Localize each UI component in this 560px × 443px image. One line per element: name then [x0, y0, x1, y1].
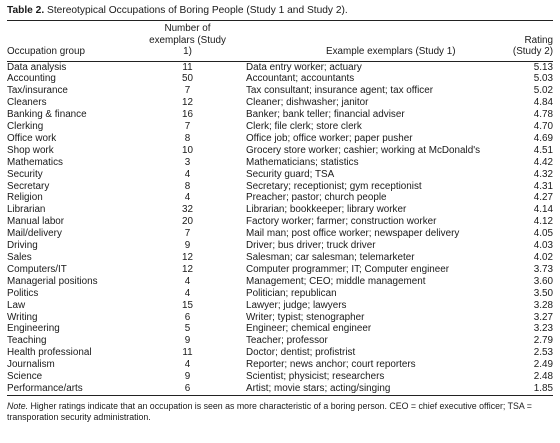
cell-example-exemplars: Data entry worker; actuary [246, 61, 362, 73]
cell-example-exemplars: Office job; office worker; paper pusher [246, 132, 413, 144]
cell-example-exemplars: Tax consultant; insurance agent; tax officer [246, 85, 434, 97]
cell-spacer [231, 383, 246, 395]
cell-spacer [231, 228, 246, 240]
cell-example-exemplars: Mathematicians; statistics [246, 156, 359, 168]
column-header-group: Occupation group [7, 21, 144, 61]
cell-rating: 4.03 [533, 240, 553, 252]
cell-spacer [231, 335, 246, 347]
cell-rating: 2.49 [533, 359, 553, 371]
cell-occupation-group: Journalism [7, 359, 55, 371]
cell-example-exemplars: Librarian; bookkeeper; library worker [246, 204, 407, 216]
cell-number-exemplars: 32 [182, 204, 193, 216]
table-caption [7, 4, 553, 17]
cell-occupation-group: Science [7, 371, 43, 383]
cell-number-exemplars: 6 [184, 311, 191, 323]
cell-rating: 4.05 [533, 228, 553, 240]
cell-example-exemplars: Politician; republican [246, 287, 337, 299]
table-row [7, 145, 553, 157]
table-row [7, 264, 553, 276]
table-row [7, 216, 553, 228]
cell-rating: 4.14 [533, 204, 553, 216]
cell-example-exemplars: Cleaner; dishwasher; janitor [246, 97, 369, 109]
cell-occupation-group: Driving [7, 240, 38, 252]
table-row [7, 181, 553, 193]
table-row [7, 240, 553, 252]
cell-spacer [231, 323, 246, 335]
cell-spacer [231, 157, 246, 169]
cell-number-exemplars: 16 [182, 109, 193, 121]
cell-example-exemplars: Doctor; dentist; profistrist [246, 347, 356, 359]
note-label: Note. [7, 400, 29, 411]
cell-occupation-group: Office work [7, 132, 57, 144]
table-body [7, 61, 553, 395]
cell-rating: 4.42 [533, 156, 553, 168]
cell-spacer [231, 133, 246, 145]
cell-example-exemplars: Lawyer; judge; lawyers [246, 299, 347, 311]
table-note [7, 401, 553, 423]
cell-number-exemplars: 50 [182, 73, 193, 85]
cell-rating: 4.12 [533, 216, 553, 228]
cell-occupation-group: Health professional [7, 347, 92, 359]
cell-occupation-group: Writing [7, 311, 38, 323]
cell-number-exemplars: 4 [184, 287, 191, 299]
table-title: Stereotypical Occupations of Boring People (Study 1 and Study 2). [47, 5, 348, 16]
cell-rating: 5.02 [533, 85, 553, 97]
cell-occupation-group: Secretary [7, 180, 50, 192]
cell-spacer [231, 181, 246, 193]
column-header-rating: Rating (Study 2) [484, 21, 553, 61]
cell-number-exemplars: 7 [184, 121, 191, 133]
cell-example-exemplars: Factory worker; farmer; construction worker [246, 216, 437, 228]
cell-spacer [231, 121, 246, 133]
cell-spacer [231, 371, 246, 383]
cell-example-exemplars: Clerk; file clerk; store clerk [246, 121, 362, 133]
cell-example-exemplars: Grocery store worker; cashier; working at McDonald's [246, 144, 481, 156]
cell-number-exemplars: 4 [184, 275, 191, 287]
cell-rating: 4.84 [533, 97, 553, 109]
cell-spacer [231, 347, 246, 359]
cell-number-exemplars: 4 [184, 168, 191, 180]
cell-number-exemplars: 8 [184, 180, 191, 192]
cell-number-exemplars: 4 [184, 192, 191, 204]
cell-rating: 4.69 [533, 132, 553, 144]
cell-spacer [231, 288, 246, 300]
cell-example-exemplars: Management; CEO; middle management [246, 275, 426, 287]
cell-rating: 3.73 [533, 263, 553, 275]
table-row [7, 335, 553, 347]
cell-number-exemplars: 6 [144, 383, 231, 395]
cell-occupation-group: Tax/insurance [7, 85, 68, 97]
cell-occupation-group: Law [7, 299, 26, 311]
cell-example-exemplars: Teacher; professor [246, 335, 328, 347]
cell-occupation-group: Security [7, 168, 43, 180]
cell-rating: 2.79 [533, 335, 553, 347]
cell-rating: 3.60 [533, 275, 553, 287]
cell-example-exemplars: Reporter; news anchor; court reporters [246, 359, 416, 371]
cell-rating: 4.51 [533, 144, 553, 156]
table-row [7, 73, 553, 85]
cell-spacer [231, 359, 246, 371]
cell-example-exemplars: Accountant; accountants [246, 73, 355, 85]
cell-example-exemplars: Security guard; TSA [246, 168, 335, 180]
cell-occupation-group: Shop work [7, 144, 54, 156]
table-row [7, 228, 553, 240]
table-row [7, 300, 553, 312]
cell-example-exemplars: Salesman; car salesman; telemarketer [246, 252, 415, 263]
cell-number-exemplars: 9 [184, 335, 191, 347]
cell-number-exemplars: 12 [182, 97, 193, 109]
cell-example-exemplars: Preacher; pastor; church people [246, 192, 387, 204]
cell-number-exemplars: 9 [184, 371, 191, 383]
cell-rating: 1.85 [484, 383, 553, 395]
cell-rating: 4.27 [533, 192, 553, 204]
table-header [7, 21, 553, 61]
table-row [7, 359, 553, 371]
cell-rating: 5.03 [533, 73, 553, 85]
cell-occupation-group: Cleaners [7, 97, 47, 109]
table-row [7, 383, 553, 395]
cell-example-exemplars: Engineer; chemical engineer [246, 323, 372, 335]
cell-occupation-group: Computers/IT [7, 263, 67, 275]
cell-number-exemplars: 7 [184, 228, 191, 240]
cell-spacer [231, 204, 246, 216]
cell-number-exemplars: 8 [184, 132, 191, 144]
table-row [7, 312, 553, 324]
table-row [7, 157, 553, 169]
cell-spacer [231, 312, 246, 324]
cell-rating: 4.02 [533, 252, 553, 263]
cell-number-exemplars: 5 [184, 323, 191, 335]
cell-example-exemplars: Mail man; post office worker; newspaper delivery [246, 228, 460, 240]
table-row [7, 252, 553, 264]
cell-occupation-group: Librarian [7, 204, 46, 216]
cell-number-exemplars: 7 [184, 85, 191, 97]
table-row [7, 347, 553, 359]
cell-number-exemplars: 10 [182, 144, 193, 156]
cell-spacer [231, 300, 246, 312]
table-row [7, 192, 553, 204]
cell-occupation-group: Manual labor [7, 216, 65, 228]
cell-occupation-group: Mail/delivery [7, 228, 62, 240]
cell-rating: 4.31 [533, 180, 553, 192]
cell-number-exemplars: 11 [182, 347, 193, 359]
cell-occupation-group: Clerking [7, 121, 44, 133]
cell-number-exemplars: 9 [184, 240, 191, 252]
table-row [7, 121, 553, 133]
cell-rating: 3.28 [533, 299, 553, 311]
cell-occupation-group: Engineering [7, 323, 60, 335]
cell-number-exemplars: 12 [182, 252, 193, 263]
cell-spacer [231, 264, 246, 276]
cell-example-exemplars: Driver; bus driver; truck driver [246, 240, 376, 252]
cell-spacer [231, 73, 246, 85]
cell-rating: 5.13 [533, 61, 553, 73]
cell-example-exemplars: Secretary; receptionist; gym receptionist [246, 180, 422, 192]
cell-number-exemplars: 12 [182, 263, 193, 275]
cell-spacer [231, 192, 246, 204]
cell-spacer [231, 276, 246, 288]
table-row [7, 323, 553, 335]
cell-number-exemplars: 4 [184, 359, 191, 371]
table-row [7, 133, 553, 145]
column-spacer [231, 21, 246, 61]
cell-rating: 3.50 [533, 287, 553, 299]
table-row [7, 276, 553, 288]
table-row [7, 109, 553, 121]
table-row [7, 204, 553, 216]
cell-occupation-group: Data analysis [7, 61, 67, 73]
table-row [7, 288, 553, 300]
cell-number-exemplars: 15 [182, 299, 193, 311]
cell-occupation-group: Managerial positions [7, 275, 98, 287]
cell-spacer [231, 61, 246, 73]
table-row [7, 169, 553, 181]
column-header-number: Number of exemplars (Study 1) [144, 21, 231, 61]
table-row [7, 371, 553, 383]
cell-number-exemplars: 20 [182, 216, 193, 228]
cell-rating: 2.48 [533, 371, 553, 383]
cell-rating: 4.78 [533, 109, 553, 121]
cell-number-exemplars: 3 [184, 156, 191, 168]
cell-rating: 2.53 [533, 347, 553, 359]
cell-occupation-group: Politics [7, 287, 39, 299]
cell-spacer [231, 109, 246, 121]
cell-occupation-group: Mathematics [7, 156, 63, 168]
cell-occupation-group: Sales [7, 252, 32, 263]
cell-spacer [231, 145, 246, 157]
cell-spacer [231, 169, 246, 181]
cell-rating: 4.70 [533, 121, 553, 133]
cell-spacer [231, 216, 246, 228]
cell-example-exemplars: Computer programmer; IT; Computer engineer [246, 263, 450, 275]
table-row [7, 85, 553, 97]
cell-example-exemplars: Artist; movie stars; acting/singing [246, 383, 484, 395]
cell-example-exemplars: Scientist; physicist; researchers [246, 371, 385, 383]
cell-occupation-group: Accounting [7, 73, 56, 85]
cell-number-exemplars: 11 [182, 61, 193, 73]
table-label: Table 2. [7, 5, 45, 16]
occupations-table [7, 21, 553, 396]
cell-rating: 3.23 [533, 323, 553, 335]
table-row [7, 97, 553, 109]
cell-rating: 4.32 [533, 168, 553, 180]
cell-spacer [231, 85, 246, 97]
cell-example-exemplars: Writer; typist; stenographer [246, 311, 365, 323]
cell-occupation-group: Teaching [7, 335, 47, 347]
column-header-examples: Example exemplars (Study 1) [246, 21, 484, 61]
note-text: Higher ratings indicate that an occupation is seen as more characteristic of a boring person. CEO = chief executive officer; TSA = transporation security administration. [7, 400, 532, 422]
table-row [7, 61, 553, 73]
cell-spacer [231, 97, 246, 109]
cell-occupation-group: Banking & finance [7, 109, 87, 121]
cell-occupation-group: Religion [7, 192, 43, 204]
cell-spacer [231, 240, 246, 252]
cell-occupation-group: Performance/arts [7, 383, 144, 395]
cell-rating: 3.27 [533, 311, 553, 323]
cell-spacer [231, 252, 246, 264]
cell-example-exemplars: Banker; bank teller; financial adviser [246, 109, 405, 121]
